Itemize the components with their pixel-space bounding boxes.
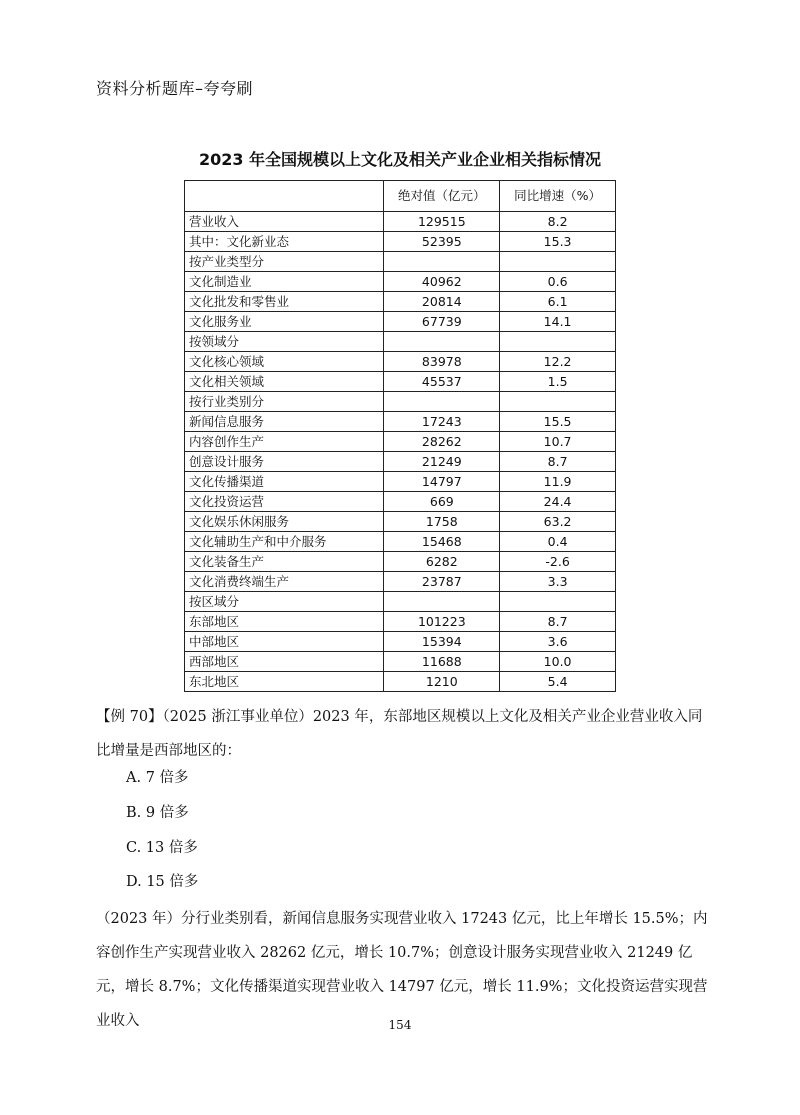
growth-rate-cell: 10.0 [500,652,616,672]
row-label-cell: 东北地区 [185,672,384,692]
growth-rate-cell: 11.9 [500,472,616,492]
absolute-value-cell: 15468 [384,532,500,552]
growth-rate-cell: 63.2 [500,512,616,532]
row-label-cell: 中部地区 [185,632,384,652]
table-row [185,232,616,252]
absolute-value-cell: 28262 [384,432,500,452]
absolute-value-cell: 17243 [384,412,500,432]
option-b: B. 9 倍多 [126,805,189,821]
page-number: 154 [388,1018,412,1032]
growth-rate-cell [500,392,616,412]
absolute-value-cell: 40962 [384,272,500,292]
absolute-value-cell [384,392,500,412]
row-label-cell: 按产业类型分 [185,252,384,272]
absolute-value-cell: 52395 [384,232,500,252]
table-row [185,412,616,432]
row-label-cell: 按区域分 [185,592,384,612]
table-row [185,432,616,452]
growth-rate-cell: 10.7 [500,432,616,452]
absolute-value-cell: 6282 [384,552,500,572]
growth-rate-cell: 3.3 [500,572,616,592]
table-row [185,312,616,332]
row-label-cell: 按领域分 [185,332,384,352]
row-label-cell: 文化娱乐休闲服务 [185,512,384,532]
row-label-cell: 文化投资运营 [185,492,384,512]
row-label-cell: 内容创作生产 [185,432,384,452]
growth-rate-cell: 8.2 [500,212,616,232]
row-label-cell: 文化相关领域 [185,372,384,392]
growth-rate-cell: 8.7 [500,452,616,472]
table-row [185,552,616,572]
option-d: D. 15 倍多 [126,874,199,890]
table-title: 2023 年全国规模以上文化及相关产业企业相关指标情况 [198,150,602,169]
question-text: 【例 70】（2025 浙江事业单位）2023 年，东部地区规模以上文化及相关产业企业营业收入同比增量是西部地区的： [96,709,703,759]
table-row [185,352,616,372]
table-row [185,632,616,652]
row-label-cell: 其中：文化新业态 [185,232,384,252]
growth-rate-cell: 5.4 [500,672,616,692]
table-row [185,392,616,412]
table-row [185,652,616,672]
growth-rate-cell: 24.4 [500,492,616,512]
growth-rate-cell: 0.6 [500,272,616,292]
table-row [185,292,616,312]
growth-rate-cell [500,592,616,612]
row-label-cell: 营业收入 [185,212,384,232]
absolute-value-cell: 669 [384,492,500,512]
growth-rate-cell: 14.1 [500,312,616,332]
absolute-value-cell: 1210 [384,672,500,692]
row-label-cell: 文化服务业 [185,312,384,332]
row-label-cell: 东部地区 [185,612,384,632]
absolute-value-cell: 101223 [384,612,500,632]
absolute-value-cell: 21249 [384,452,500,472]
growth-rate-cell: 12.2 [500,352,616,372]
row-label-cell: 创意设计服务 [185,452,384,472]
row-label-cell: 文化辅助生产和中介服务 [185,532,384,552]
row-label-cell: 文化制造业 [185,272,384,292]
header-cell-label [185,181,384,212]
option-a: A. 7 倍多 [126,770,189,786]
row-label-cell: 文化传播渠道 [185,472,384,492]
option-c: C. 13 倍多 [126,840,198,856]
row-label-cell: 按行业类别分 [185,392,384,412]
absolute-value-cell: 1758 [384,512,500,532]
absolute-value-cell: 83978 [384,352,500,372]
table-row [185,332,616,352]
header-cell-growth: 同比增速（%） [500,181,616,212]
growth-rate-cell: 15.5 [500,412,616,432]
table-header-row [185,181,616,212]
absolute-value-cell: 129515 [384,212,500,232]
growth-rate-cell: 0.4 [500,532,616,552]
table-row [185,452,616,472]
growth-rate-cell: 15.3 [500,232,616,252]
row-label-cell: 新闻信息服务 [185,412,384,432]
growth-rate-cell [500,252,616,272]
table-row [185,492,616,512]
growth-rate-cell [500,332,616,352]
table-row [185,372,616,392]
table-row [185,672,616,692]
row-label-cell: 西部地区 [185,652,384,672]
table-row [185,572,616,592]
absolute-value-cell: 11688 [384,652,500,672]
row-label-cell: 文化批发和零售业 [185,292,384,312]
row-label-cell: 文化消费终端生产 [185,572,384,592]
growth-rate-cell: 3.6 [500,632,616,652]
absolute-value-cell [384,252,500,272]
table-row [185,252,616,272]
absolute-value-cell [384,332,500,352]
table-row [185,212,616,232]
growth-rate-cell: 6.1 [500,292,616,312]
absolute-value-cell: 23787 [384,572,500,592]
absolute-value-cell: 15394 [384,632,500,652]
header-cell-absolute: 绝对值（亿元） [384,181,500,212]
absolute-value-cell: 45537 [384,372,500,392]
passage-text: （2023 年）分行业类别看，新闻信息服务实现营业收入 17243 亿元，比上年增长 15.5%；内容创作生产实现营业收入 28262 亿元，增长 10.7%；创意设计服务实现营业收入 21249 亿元，增长 8.7%；文化传播渠道实现营业收入 14797 亿元，增长 11.9%；文化投资运营实现营业收入 [96,911,708,1029]
row-label-cell: 文化核心领域 [185,352,384,372]
absolute-value-cell: 20814 [384,292,500,312]
growth-rate-cell: -2.6 [500,552,616,572]
table-row [185,472,616,492]
table-row [185,272,616,292]
absolute-value-cell [384,592,500,612]
absolute-value-cell: 67739 [384,312,500,332]
growth-rate-cell: 8.7 [500,612,616,632]
page-header: 资料分析题库–夸夸刷 [96,79,254,98]
table-row [185,532,616,552]
table-row [185,592,616,612]
row-label-cell: 文化装备生产 [185,552,384,572]
table-row [185,612,616,632]
absolute-value-cell: 14797 [384,472,500,492]
indicator-table [184,180,616,692]
table-row [185,512,616,532]
growth-rate-cell: 1.5 [500,372,616,392]
